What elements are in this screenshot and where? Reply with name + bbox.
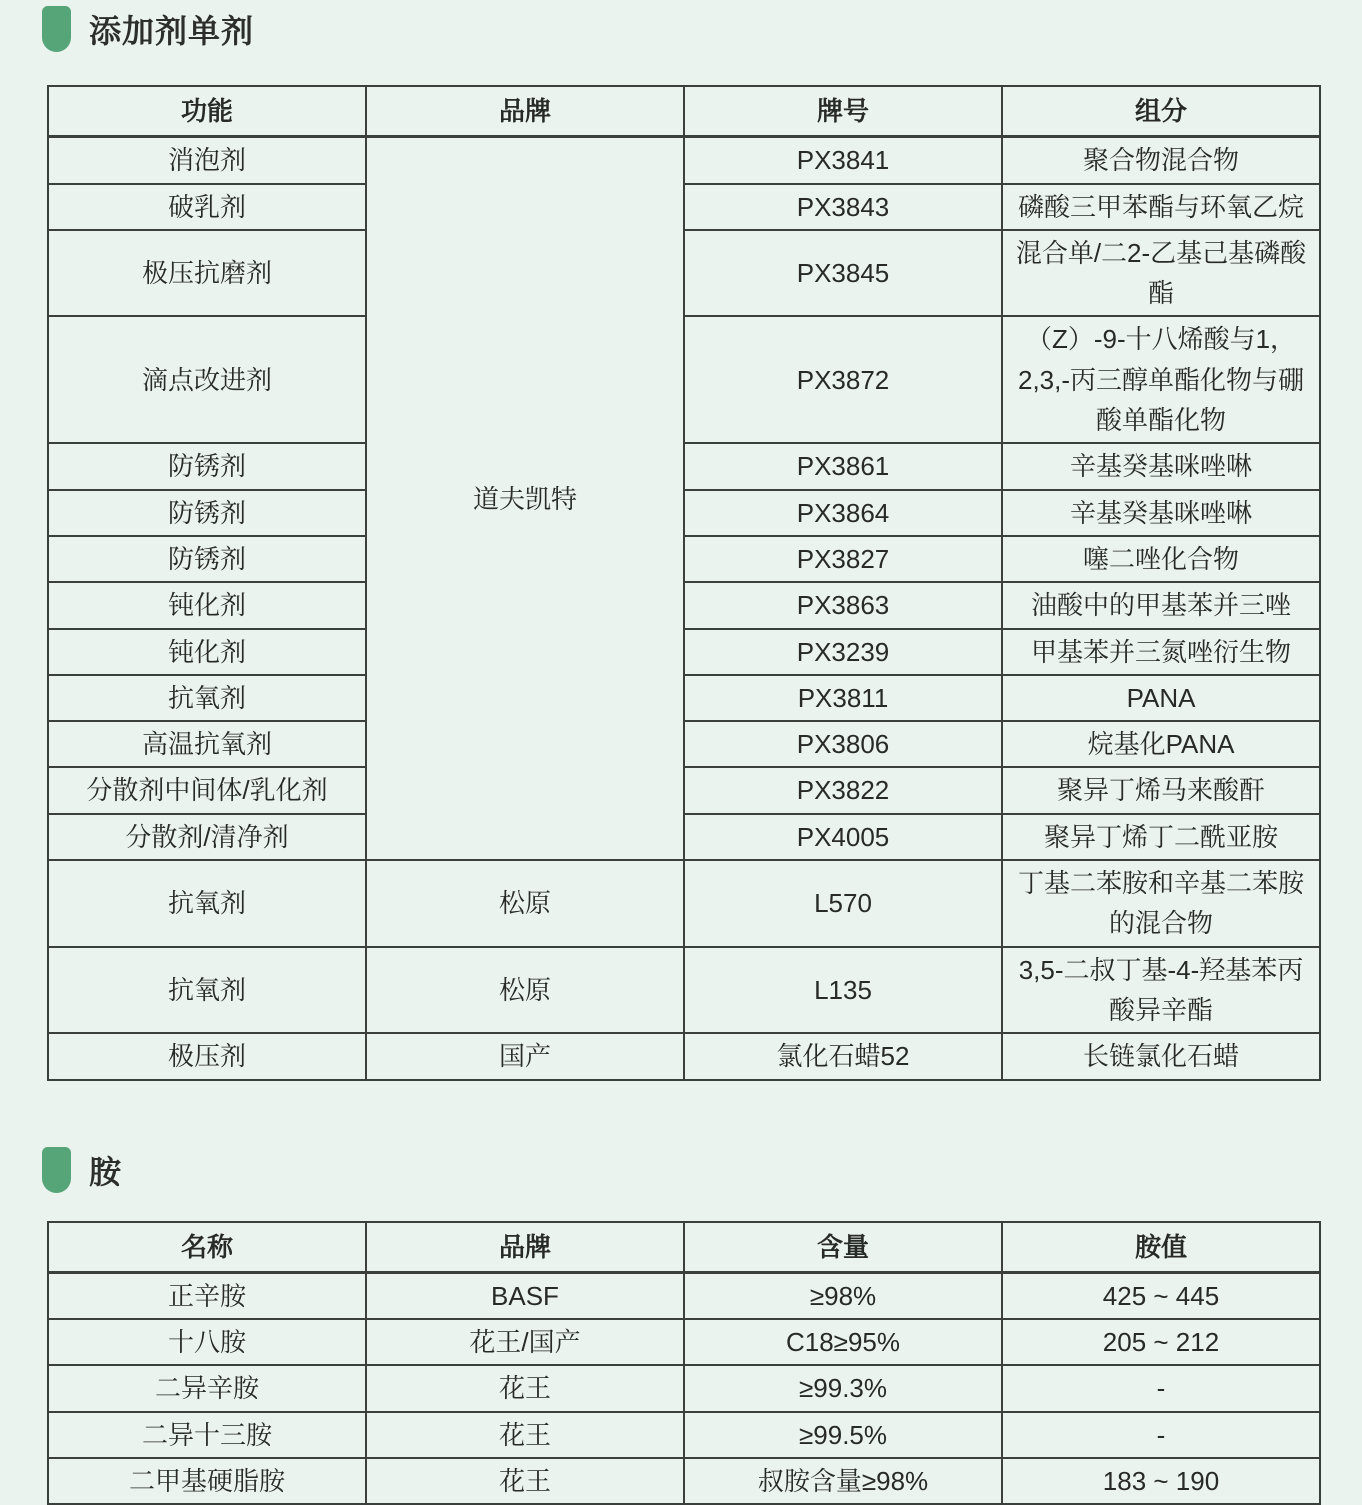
table-row [48,184,1320,230]
cell-function: 破乳剂 [48,184,366,230]
column-header-name: 名称 [48,1222,366,1273]
cell-grade: 氯化石蜡52 [684,1033,1002,1079]
cell-name: 二异十三胺 [48,1412,366,1458]
cell-grade: PX3811 [684,675,1002,721]
table-row [48,230,1320,317]
cell-component: 油酸中的甲基苯并三唑 [1002,582,1320,628]
section-badge-icon [42,6,71,52]
cell-amine-value: 425 ~ 445 [1002,1272,1320,1319]
table-row [48,316,1320,443]
section-title-amines: 胺 [89,1153,123,1190]
amines-table [47,1221,1321,1505]
cell-name: 十八胺 [48,1319,366,1365]
table-row [48,767,1320,813]
cell-amine-value: - [1002,1365,1320,1411]
cell-function: 高温抗氧剂 [48,721,366,767]
table-row [48,582,1320,628]
cell-function: 防锈剂 [48,536,366,582]
table-row [48,1033,1320,1079]
cell-content: ≥99.5% [684,1412,1002,1458]
cell-brand: 花王/国产 [366,1319,684,1365]
cell-grade: PX4005 [684,814,1002,860]
cell-name: 二异辛胺 [48,1365,366,1411]
table-row [48,443,1320,489]
cell-content: 叔胺含量≥98% [684,1458,1002,1504]
cell-name: 正辛胺 [48,1272,366,1319]
table-row [48,629,1320,675]
section-badge-icon [42,1147,71,1193]
table-row [48,137,1320,184]
table-row [48,1319,1320,1365]
cell-brand: BASF [366,1272,684,1319]
cell-component: 3,5-二叔丁基-4-羟基苯丙酸异辛酯 [1002,947,1320,1034]
table-row [48,1272,1320,1319]
cell-function: 分散剂/清净剂 [48,814,366,860]
column-header-function: 功能 [48,86,366,137]
cell-component: 噻二唑化合物 [1002,536,1320,582]
cell-function: 钝化剂 [48,629,366,675]
table-header-row [48,1222,1320,1273]
table-row [48,860,1320,947]
cell-grade: PX3827 [684,536,1002,582]
cell-component: 甲基苯并三氮唑衍生物 [1002,629,1320,675]
table-header-row [48,86,1320,137]
table-row [48,490,1320,536]
column-header-brand: 品牌 [366,86,684,137]
cell-grade: L570 [684,860,1002,947]
table-row [48,536,1320,582]
table-row [48,721,1320,767]
column-header-grade: 牌号 [684,86,1002,137]
cell-grade: PX3806 [684,721,1002,767]
cell-component: 辛基癸基咪唑啉 [1002,443,1320,489]
cell-component: 聚异丁烯马来酸酐 [1002,767,1320,813]
cell-grade: PX3864 [684,490,1002,536]
cell-content: ≥99.3% [684,1365,1002,1411]
cell-content: C18≥95% [684,1319,1002,1365]
cell-brand: 国产 [366,1033,684,1079]
section-title-additives: 添加剂单剂 [89,13,255,49]
cell-brand: 松原 [366,860,684,947]
cell-component: 聚合物混合物 [1002,137,1320,184]
cell-grade: PX3863 [684,582,1002,628]
cell-grade: PX3239 [684,629,1002,675]
cell-function: 滴点改进剂 [48,316,366,443]
additives-table [47,85,1321,1081]
cell-component: 长链氯化石蜡 [1002,1033,1320,1079]
table-row [48,947,1320,1034]
cell-grade: PX3845 [684,230,1002,317]
cell-function: 钝化剂 [48,582,366,628]
cell-brand-merged: 道夫凯特 [366,137,684,860]
column-header-brand: 品牌 [366,1222,684,1273]
cell-grade: PX3841 [684,137,1002,184]
table-row [48,675,1320,721]
cell-function: 抗氧剂 [48,675,366,721]
cell-function: 抗氧剂 [48,947,366,1034]
cell-component: 烷基化PANA [1002,721,1320,767]
cell-function: 防锈剂 [48,443,366,489]
cell-amine-value: 183 ~ 190 [1002,1458,1320,1504]
cell-grade: L135 [684,947,1002,1034]
table-row [48,1412,1320,1458]
cell-brand: 花王 [366,1412,684,1458]
cell-function: 分散剂中间体/乳化剂 [48,767,366,813]
cell-component: 聚异丁烯丁二酰亚胺 [1002,814,1320,860]
cell-function: 抗氧剂 [48,860,366,947]
column-header-component: 组分 [1002,86,1320,137]
section-header-amines [42,1147,1362,1193]
cell-amine-value: 205 ~ 212 [1002,1319,1320,1365]
table-row [48,1458,1320,1504]
section-header-additives [42,0,1362,52]
table-row [48,1365,1320,1411]
cell-grade: PX3861 [684,443,1002,489]
table-row [48,814,1320,860]
cell-brand: 松原 [366,947,684,1034]
cell-component: 磷酸三甲苯酯与环氧乙烷 [1002,184,1320,230]
cell-brand: 花王 [366,1458,684,1504]
cell-component: PANA [1002,675,1320,721]
cell-grade: PX3822 [684,767,1002,813]
cell-brand: 花王 [366,1365,684,1411]
cell-function: 防锈剂 [48,490,366,536]
cell-amine-value: - [1002,1412,1320,1458]
cell-function: 极压抗磨剂 [48,230,366,317]
cell-name: 二甲基硬脂胺 [48,1458,366,1504]
cell-function: 消泡剂 [48,137,366,184]
cell-content: ≥98% [684,1272,1002,1319]
cell-grade: PX3872 [684,316,1002,443]
column-header-content: 含量 [684,1222,1002,1273]
cell-component: 混合单/二2-乙基己基磷酸酯 [1002,230,1320,317]
cell-component: 辛基癸基咪唑啉 [1002,490,1320,536]
column-header-amine-value: 胺值 [1002,1222,1320,1273]
cell-component: 丁基二苯胺和辛基二苯胺的混合物 [1002,860,1320,947]
cell-grade: PX3843 [684,184,1002,230]
cell-component: （Z）-9-十八烯酸与1，2,3,-丙三醇单酯化物与硼酸单酯化物 [1002,316,1320,443]
cell-function: 极压剂 [48,1033,366,1079]
